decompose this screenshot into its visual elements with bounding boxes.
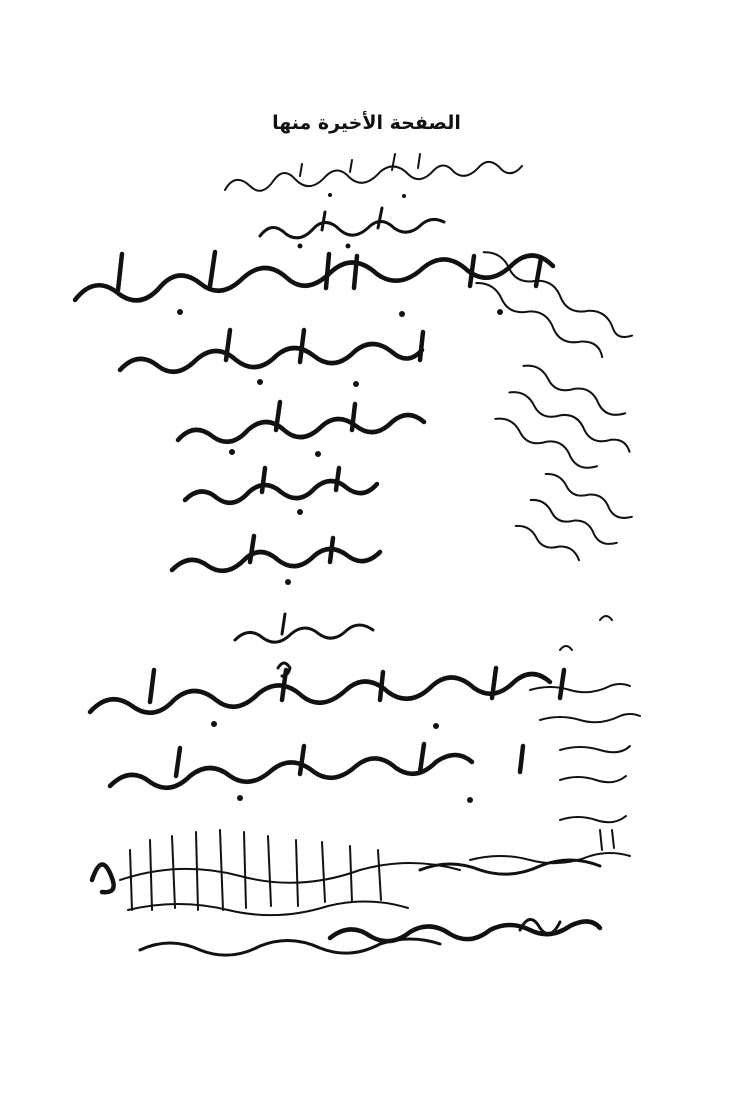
manuscript-margin-notes xyxy=(466,243,646,863)
manuscript-line-6 xyxy=(185,468,377,515)
page-caption: الصفحة الأخيرة منها xyxy=(272,112,461,134)
manuscript-line-3 xyxy=(75,252,553,317)
manuscript-signatures xyxy=(92,830,600,955)
manuscript-line-8 xyxy=(235,614,373,676)
manuscript-line-7 xyxy=(172,536,380,585)
manuscript-line-1 xyxy=(225,154,522,198)
manuscript-line-10 xyxy=(110,744,523,803)
manuscript-line-9 xyxy=(90,668,564,729)
manuscript-line-5 xyxy=(178,402,424,457)
manuscript-line-2 xyxy=(260,208,444,249)
manuscript-line-4 xyxy=(120,330,423,387)
